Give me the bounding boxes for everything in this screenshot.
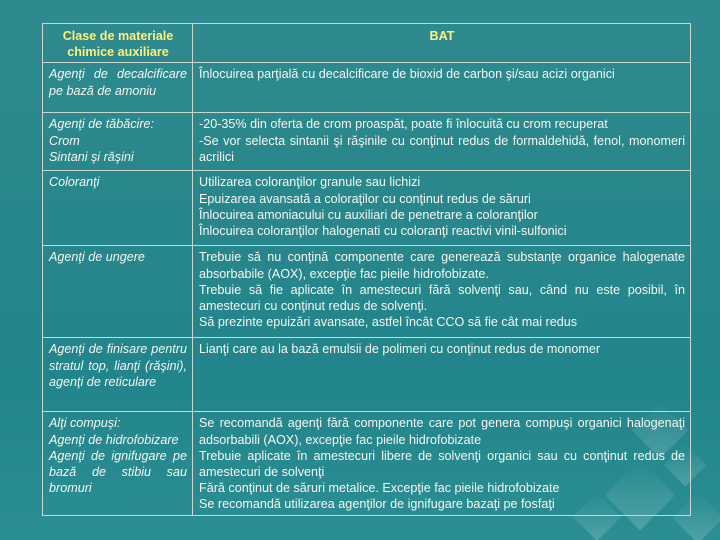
material-text: Agenţi de decalcificare pe bază de amoniu (49, 67, 187, 98)
bat-text: Se recomandă agenţi fără componente care pot genera compuşi organici halogenaţi adsorbabili (AOX), excepţie fac pieile hidrofobizate (199, 416, 685, 447)
table-header-row (43, 24, 691, 63)
bat-text: Se recomandă utilizarea agenţilor de ignifugare bazaţi pe fosfaţi (199, 497, 555, 512)
bat-text: Trebuie să fie aplicate în amestecuri fără solvenţi sau, când nu este posibil, în amestecuri cu conţinut redus de solvenţi. (199, 282, 685, 314)
material-text: Agenţi de ungere (49, 250, 145, 265)
material-text: Agenţi de finisare pentru stratul top, lianţi (răşini), agenţi de reticulare (49, 342, 187, 389)
material-text: Sintani şi răşini (49, 149, 134, 164)
bat-cell (193, 171, 691, 246)
header-materials: Clase de materiale chimice auxiliare (43, 24, 193, 63)
material-cell (43, 246, 193, 338)
material-text: Agenţi de ignifugare pe bază de stibiu sau bromuri (49, 448, 187, 496)
bat-cell (193, 246, 691, 338)
bat-text: Utilizarea coloranţilor granule sau lichizi (199, 175, 421, 190)
table-row (43, 246, 691, 338)
bat-cell (193, 412, 691, 516)
material-text: Agenţi de hidrofobizare (49, 432, 179, 447)
bat-text: Epuizarea avansată a coloraţilor cu conţinut redus de săruri (199, 191, 531, 206)
material-text: Alţi compuşi: (49, 416, 121, 431)
bat-table (42, 23, 691, 516)
material-cell (43, 63, 193, 113)
material-cell (43, 171, 193, 246)
bat-cell (193, 338, 691, 412)
bat-text: Înlocuirea amoniacului cu auxiliari de penetrare a coloranţilor (199, 207, 538, 222)
bat-text: Fără conţinut de săruri metalice. Excepţie fac pieile hidrofobizate (199, 481, 560, 496)
bat-cell (193, 113, 691, 171)
bat-text: -Se vor selecta sintanii şi răşinile cu conţinut redus de formaldehidă, fenol, monomeri acrilici (199, 133, 685, 164)
material-text: Crom (49, 133, 80, 148)
bat-text: Înlocuirea parţială cu decalcificare de bioxid de carbon şi/sau acizi organici (199, 67, 615, 82)
header-bat: BAT (193, 24, 691, 63)
bat-text: Lianţi care au la bază emulsii de polimeri cu conţinut redus de monomer (199, 342, 601, 357)
table-row (43, 338, 691, 412)
table-row (43, 171, 691, 246)
material-text: Coloranţi (49, 175, 100, 190)
material-cell (43, 338, 193, 412)
bat-text: -20-35% din oferta de crom proaspăt, poate fi înlocuită cu crom recuperat (199, 117, 608, 132)
bat-cell (193, 63, 691, 113)
material-text: Agenţi de tăbăcire: (49, 117, 155, 132)
table-row (43, 63, 691, 113)
table-row (43, 113, 691, 171)
bat-text: Să prezinte epuizări avansate, astfel încât CCO să fie cât mai redus (199, 315, 577, 330)
material-cell (43, 412, 193, 516)
bat-text: Înlocuirea coloranţilor halogenati cu coloranţi reactivi vinil-sulfonici (199, 224, 567, 239)
table-row (43, 412, 691, 516)
material-cell (43, 113, 193, 171)
bat-text: Trebuie aplicate în amestecuri libere de solvenţi organici sau cu conţinut redus de amestecuri de solvenţi (199, 448, 685, 480)
bat-text: Trebuie să nu conţină componente care generează substanţe organice halogenate absorbabile (AOX), excepţie fac pieile hidrofobizate. (199, 250, 685, 281)
